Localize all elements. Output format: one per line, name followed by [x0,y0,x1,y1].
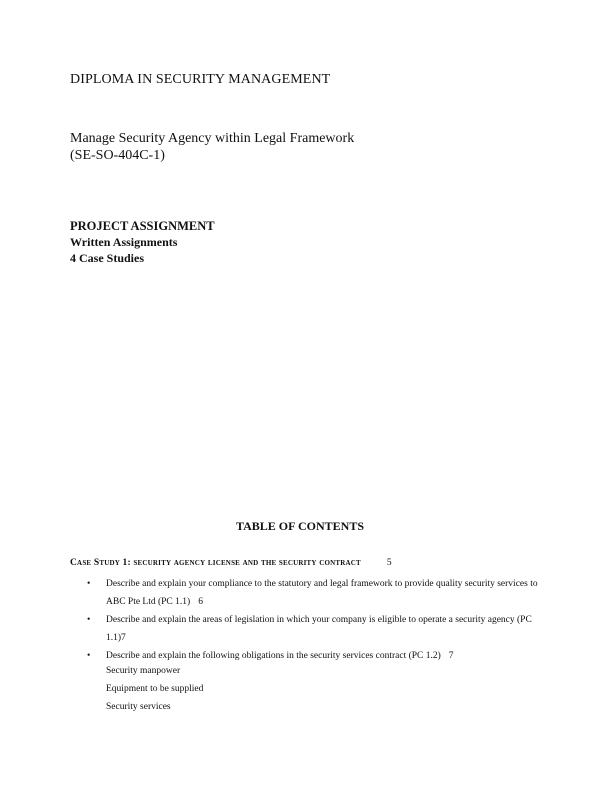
toc-item[interactable] [87,575,547,611]
case-study-page-number: 5 [386,558,392,568]
case-study-label: Case Study 1: security agency license and the security contract [70,558,361,568]
toc-title: TABLE OF CONTENTS [235,519,365,533]
toc-sub-item: Equipment to be supplied [106,684,204,694]
bullet-icon: • [87,579,91,589]
toc-item-page: 6 [198,597,203,607]
toc-item-page: 7 [121,633,126,643]
assignment-line-written: Written Assignments [70,235,178,249]
toc-item-text: Describe and explain the areas of legislation in which your company is eligible to operate a security agency (PC 1.1) [106,615,532,643]
bullet-icon: • [87,651,91,661]
module-title: Manage Security Agency within Legal Framework [70,131,355,146]
assignment-line-case-studies: 4 Case Studies [70,251,145,265]
toc-item[interactable] [87,611,547,647]
diploma-title: DIPLOMA IN SECURITY MANAGEMENT [70,72,331,87]
assignment-heading: PROJECT ASSIGNMENT [70,219,215,233]
toc-item-text: Describe and explain your compliance to the statutory and legal framework to provide quality security services to ABC Pte Ltd (PC 1.1) [106,579,538,607]
toc-case-study-entry[interactable] [70,558,392,568]
toc-sub-item: Security services [106,702,171,712]
bullet-icon: • [87,615,91,625]
module-heading [70,130,354,164]
toc-list [87,575,547,665]
toc-item-page: 7 [448,651,454,661]
module-code: (SE-SO-404C-1) [70,148,165,163]
toc-sub-items [106,662,203,716]
toc-sub-item: Security manpower [106,666,181,676]
toc-item-text: Describe and explain the following obligations in the security services contract (PC 1.2) [106,651,441,661]
assignment-block [70,218,215,266]
